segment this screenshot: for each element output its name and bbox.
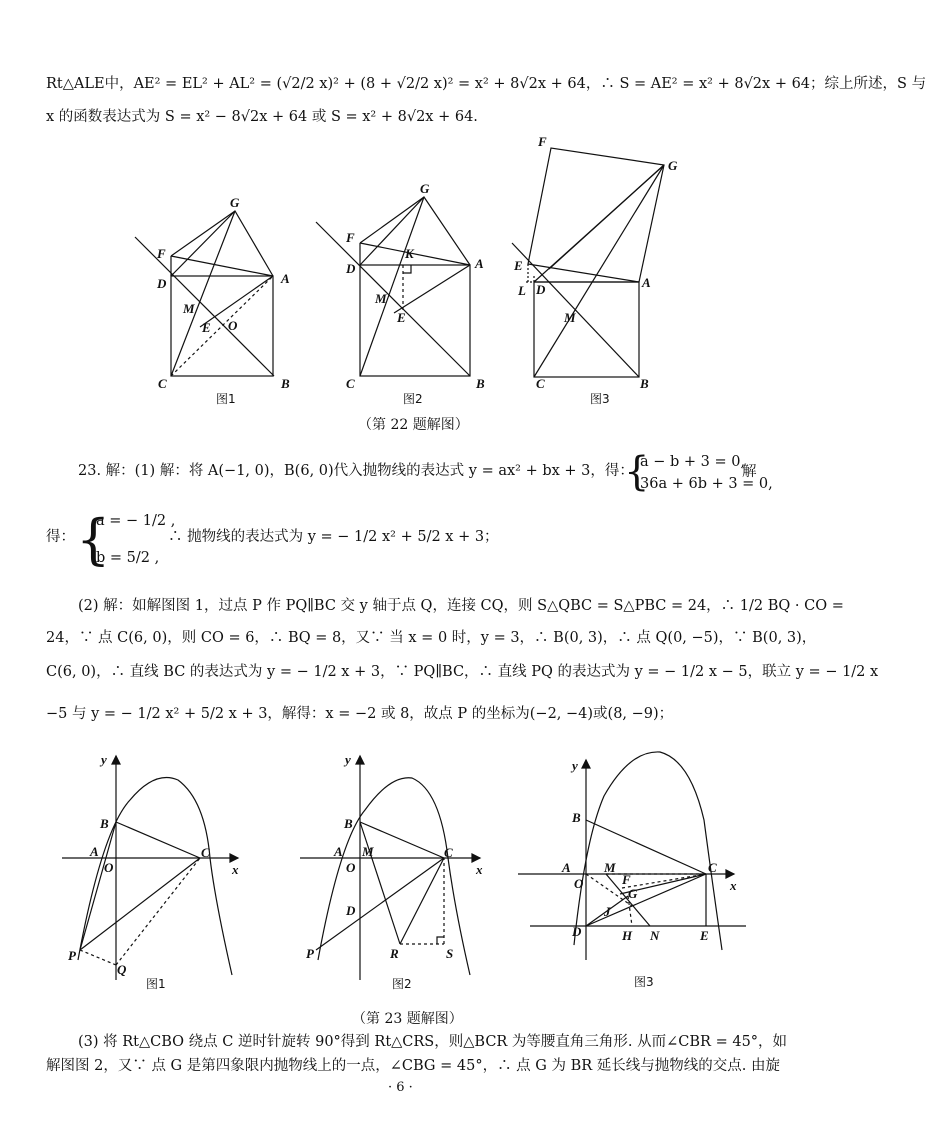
equation: a = − 1/2 , (96, 513, 176, 529)
label-x: x (476, 862, 483, 877)
text-line: 23. 解：(1) 解：将 A(−1, 0)，B(6, 0)代入抛物线的表达式 y = ax² + bx + 3，得： (78, 463, 634, 479)
label-F: F (622, 872, 631, 887)
label-C: C (536, 376, 545, 391)
label-G: G (420, 181, 430, 196)
label-F: F (346, 230, 355, 245)
label-M: M (375, 291, 387, 306)
caption-fig3: 图3 (634, 975, 654, 989)
label-M: M (564, 310, 576, 325)
label-O: O (104, 860, 114, 875)
caption-fig1: 图1 (146, 977, 166, 991)
label-B: B (100, 816, 109, 831)
label-M: M (183, 301, 195, 316)
label-C: C (444, 845, 453, 860)
brace: { (624, 449, 650, 495)
label-G: G (230, 195, 240, 210)
label-C: C (708, 860, 717, 875)
text-line: C(6, 0)，∴ 直线 BC 的表达式为 y = − 1/2 x + 3，∵ PQ∥BC，∴ 直线 PQ 的表达式为 y = − 1/2 x − 5，联立 y = − 1/2 x (46, 664, 879, 680)
label-R: R (390, 946, 399, 961)
label-G: G (668, 158, 678, 173)
label-B: B (281, 376, 290, 391)
label-E: E (514, 258, 523, 273)
label-A: A (281, 271, 290, 286)
caption-fig2: 图2 (392, 977, 412, 991)
label-A: A (90, 844, 99, 859)
caption-fig2: 图2 (403, 392, 423, 406)
label-D: D (572, 924, 582, 939)
label-E: E (397, 310, 406, 325)
text-line: 24，∵ 点 C(6, 0)，则 CO = 6，∴ BQ = 8，又∵ 当 x = 0 时，y = 3，∴ B(0, 3)，∴ 点 Q(0, −5)，∵ B(0, 3)， (46, 630, 817, 646)
label-M: M (362, 844, 374, 859)
label-O: O (574, 876, 584, 891)
fig23-1-diagram (62, 756, 238, 980)
label-D: D (157, 276, 167, 291)
label-Q: Q (117, 962, 127, 977)
text-line: (3) 将 Rt△CBO 绕点 C 逆时针旋转 90°得到 Rt△CRS，则△BCR 为等腰直角三角形. 从而∠CBR = 45°，如 (78, 1034, 788, 1050)
label-M: M (604, 860, 616, 875)
label-D: D (536, 282, 546, 297)
label-L: L (518, 283, 526, 298)
label-C: C (158, 376, 167, 391)
label-B: B (476, 376, 485, 391)
label-A: A (562, 860, 571, 875)
label-H: H (622, 928, 633, 943)
label-A: A (475, 256, 484, 271)
fig23-2-labels (306, 752, 483, 991)
equation: a − b + 3 = 0, (640, 454, 746, 470)
figure-caption: （第 23 题解图） (352, 1011, 463, 1027)
label-D: D (346, 903, 356, 918)
label-A: A (642, 275, 651, 290)
label-N: N (650, 928, 660, 943)
label-D: D (346, 261, 356, 276)
label-A: A (334, 844, 343, 859)
caption-fig3: 图3 (590, 392, 610, 406)
equation: 36a + 6b + 3 = 0, (640, 476, 773, 492)
label-B: B (344, 816, 353, 831)
page-number: · 6 · (388, 1080, 413, 1095)
label-y: y (101, 752, 107, 767)
label-E: E (202, 320, 211, 335)
text-line: ∴ 抛物线的表达式为 y = − 1/2 x² + 5/2 x + 3； (168, 529, 499, 545)
brace: { (76, 508, 111, 571)
text-line: x 的函数表达式为 S = x² − 8√2x + 64 或 S = x² + 8√2x + 64. (46, 109, 478, 125)
label-x: x (730, 878, 737, 893)
label-S: S (446, 946, 454, 961)
figure-caption: （第 22 题解图） (358, 417, 469, 433)
label-C: C (346, 376, 355, 391)
label-J: J (604, 904, 611, 919)
label-K: K (405, 246, 414, 261)
caption-fig1: 图1 (216, 392, 236, 406)
label-O: O (228, 318, 238, 333)
label-B: B (640, 376, 649, 391)
label-G: G (628, 886, 638, 901)
text-line: 解图图 2，又∵ 点 G 是第四象限内抛物线上的一点，∠CBG = 45°，∴ 点 G 为 BR 延长线与抛物线的交点. 由旋 (46, 1058, 780, 1074)
label-P: P (306, 946, 314, 961)
label-y: y (572, 758, 578, 773)
text-line: −5 与 y = − 1/2 x² + 5/2 x + 3，解得：x = −2 或 8，故点 P 的坐标为(−2, −4)或(8, −9)； (46, 706, 674, 722)
text-line: 解 (742, 464, 757, 480)
label-F: F (157, 246, 166, 261)
label-x: x (232, 862, 239, 877)
label-E: E (700, 928, 709, 943)
text-line: 得： (46, 529, 75, 545)
text-line: (2) 解：如解图图 1，过点 P 作 PQ∥BC 交 y 轴于点 Q，连接 CQ，则 S△QBC = S△PBC = 24，∴ 1/2 BQ · CO = (78, 598, 844, 614)
label-O: O (346, 860, 356, 875)
equation: b = 5/2 , (96, 550, 160, 566)
label-C: C (201, 845, 210, 860)
text-line: Rt△ALE中，AE² = EL² + AL² = (√2/2 x)² + (8 + √2/2 x)² = x² + 8√2x + 64，∴ S = AE² = x² + 8√2x + 64；综上所述，S 与 (46, 76, 926, 92)
label-y: y (345, 752, 351, 767)
label-P: P (68, 948, 76, 963)
label-F: F (538, 134, 547, 149)
label-B: B (572, 810, 581, 825)
